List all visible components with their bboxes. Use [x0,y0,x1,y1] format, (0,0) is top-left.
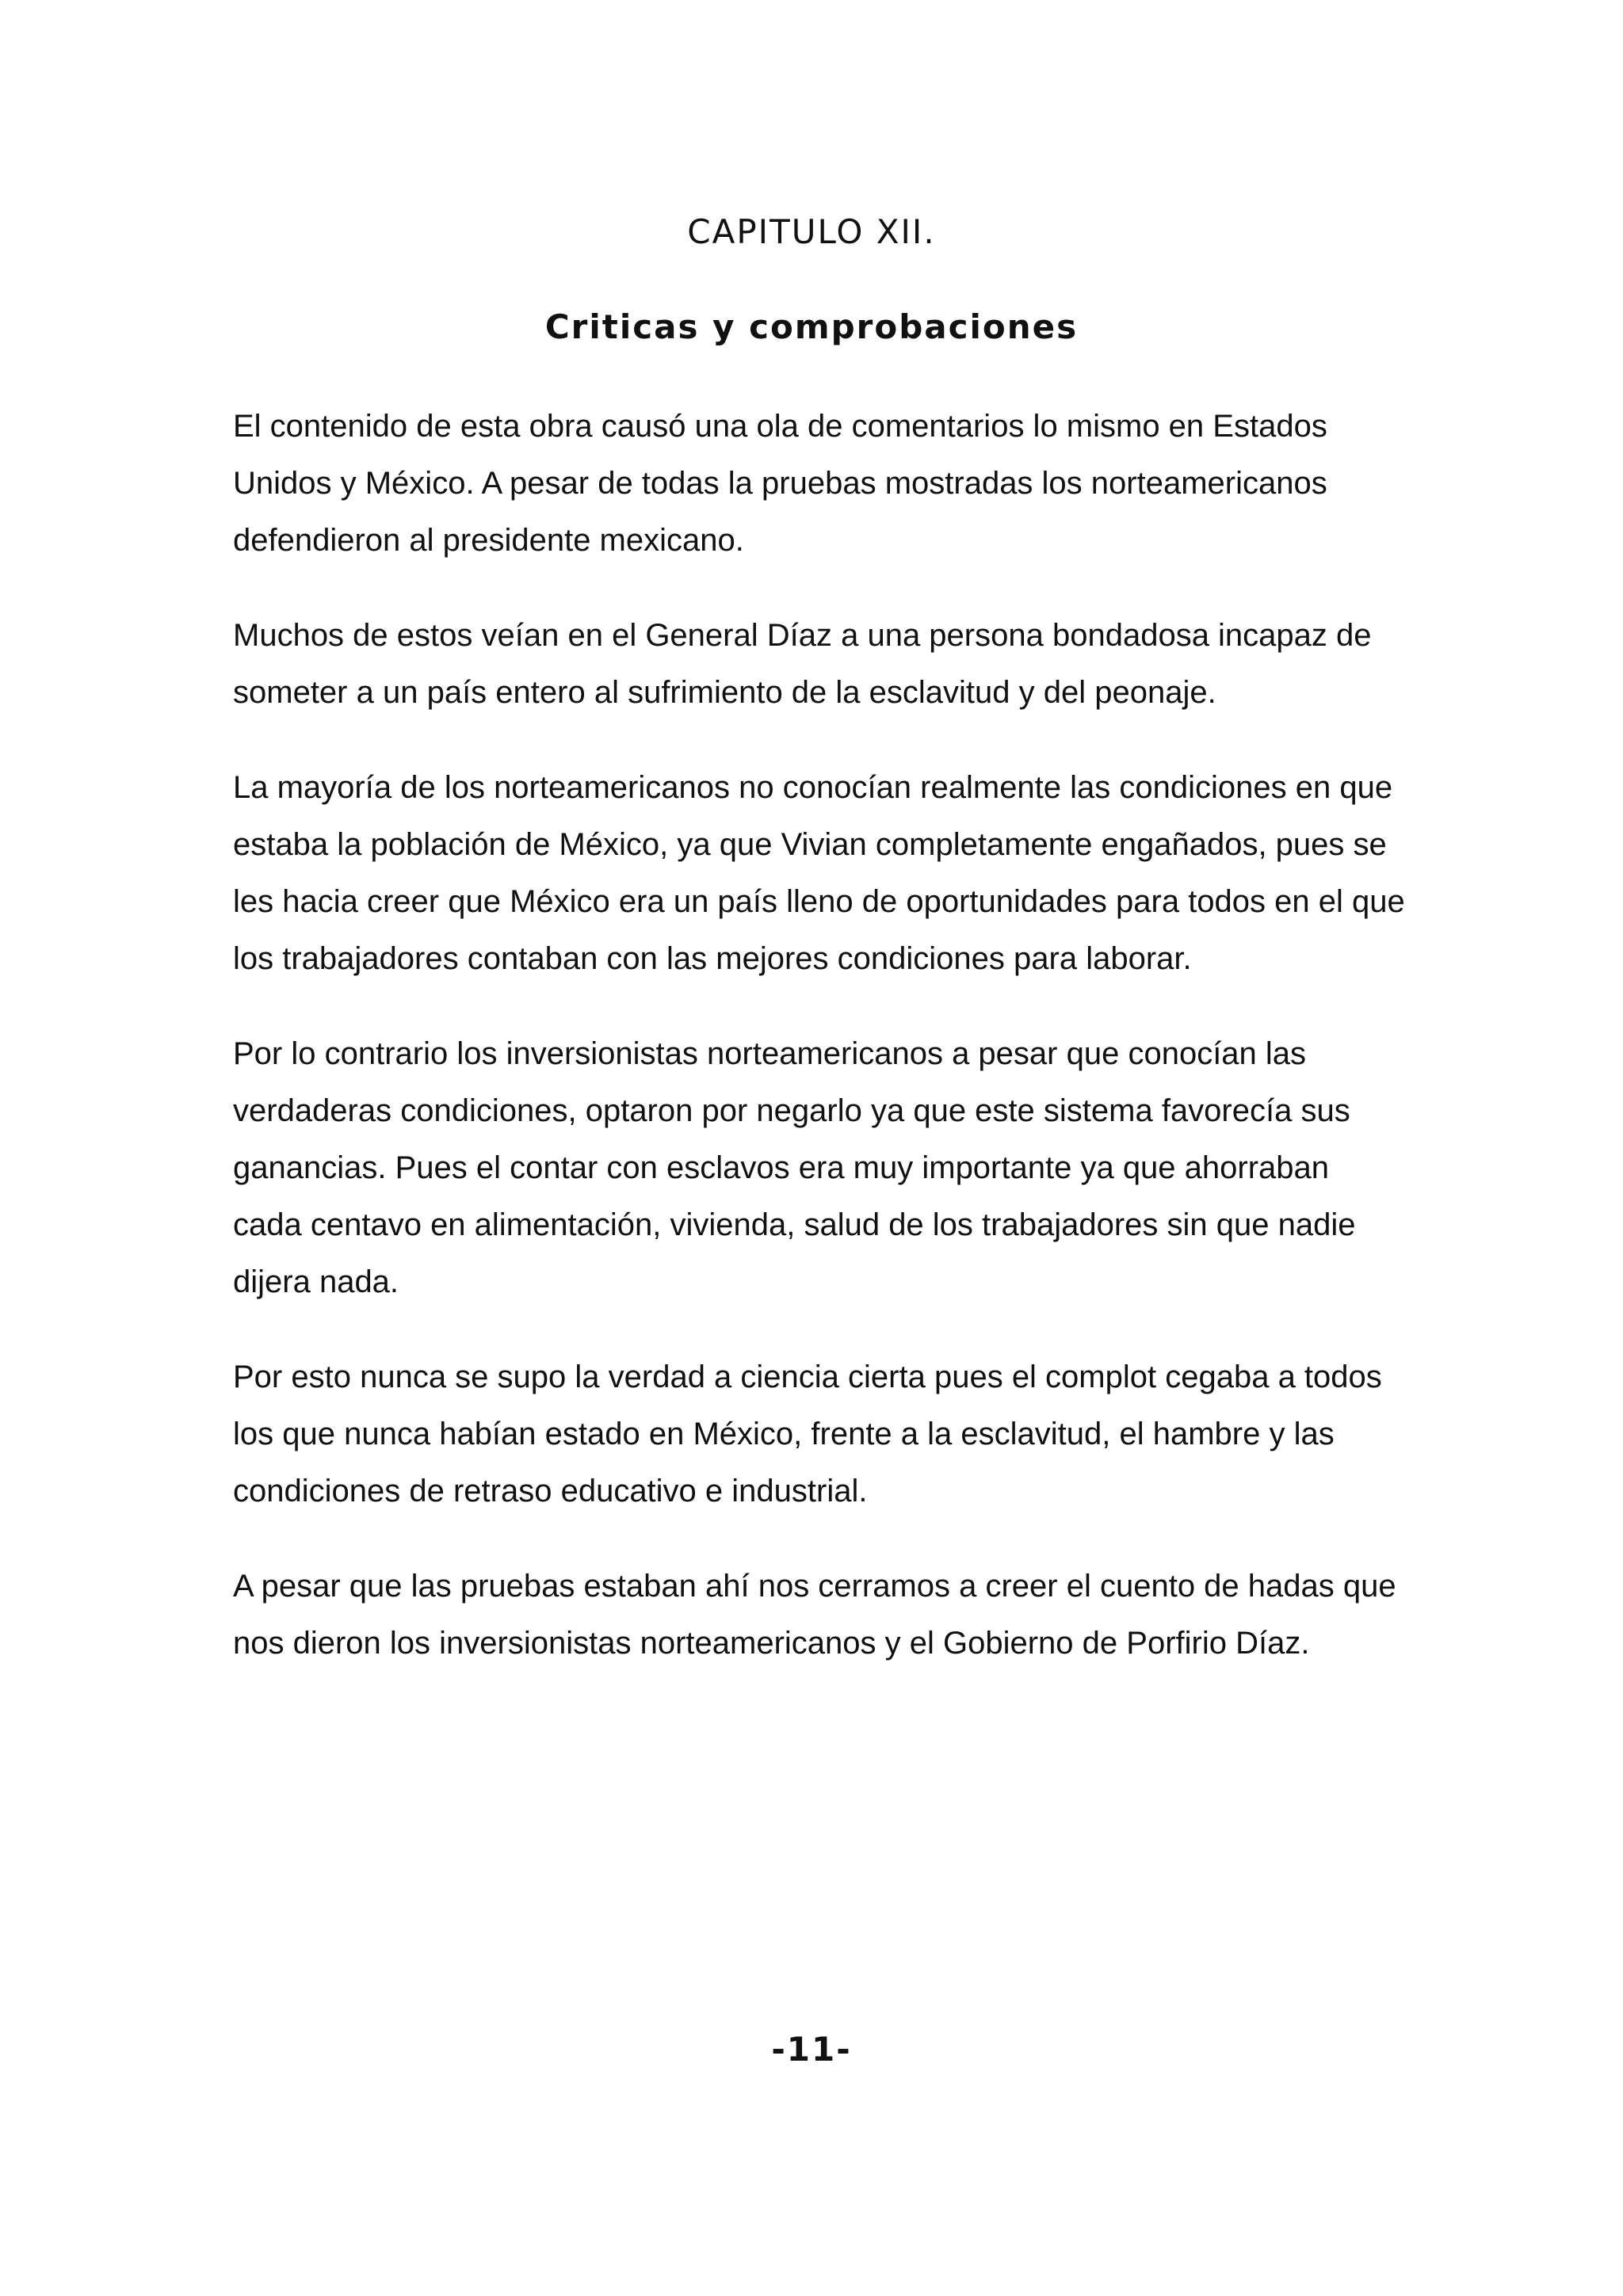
page-number: -11- [771,2030,852,2069]
paragraph: El contenido de esta obra causó una ola de comentarios lo mismo en Estados Unidos y México. A pesar de todas la pruebas mostradas los norteamericanos defendieron al presidente mexicano. [233,409,1327,558]
body-text [233,398,1406,1710]
chapter-title: CAPITULO XII. [687,212,936,251]
paragraph: La mayoría de los norteamericanos no conocían realmente las condiciones en que estaba la población de México, ya que Vivian completamente engañados, pues se les hacia creer que México era un país lleno de oportunidades para todos en el que los trabajadores contaban con las mejores condiciones para laborar. [233,770,1405,976]
paragraph: Muchos de estos veían en el General Díaz a una persona bondadosa incapaz de someter a un país entero al sufrimiento de la esclavitud y del peonaje. [233,618,1372,710]
paragraph: A pesar que las pruebas estaban ahí nos cerramos a creer el cuento de hadas que nos dieron los inversionistas norteamericanos y el Gobierno de Porfirio Díaz. [233,1569,1396,1661]
chapter-subtitle: Criticas y comprobaciones [544,307,1079,346]
paragraph: Por esto nunca se supo la verdad a ciencia cierta pues el complot cegaba a todos los que nunca habían estado en México, frente a la esclavitud, el hambre y las condiciones de retraso educativo e industrial. [233,1360,1382,1508]
paragraph: Por lo contrario los inversionistas norteamericanos a pesar que conocían las verdaderas condiciones, optaron por negarlo ya que este sistema favorecía sus ganancias. Pues el contar con esclavos era muy importante ya que ahorraban cada centavo en alimentación, vivienda, salud de los trabajadores sin que nadie dijera nada. [233,1036,1356,1299]
